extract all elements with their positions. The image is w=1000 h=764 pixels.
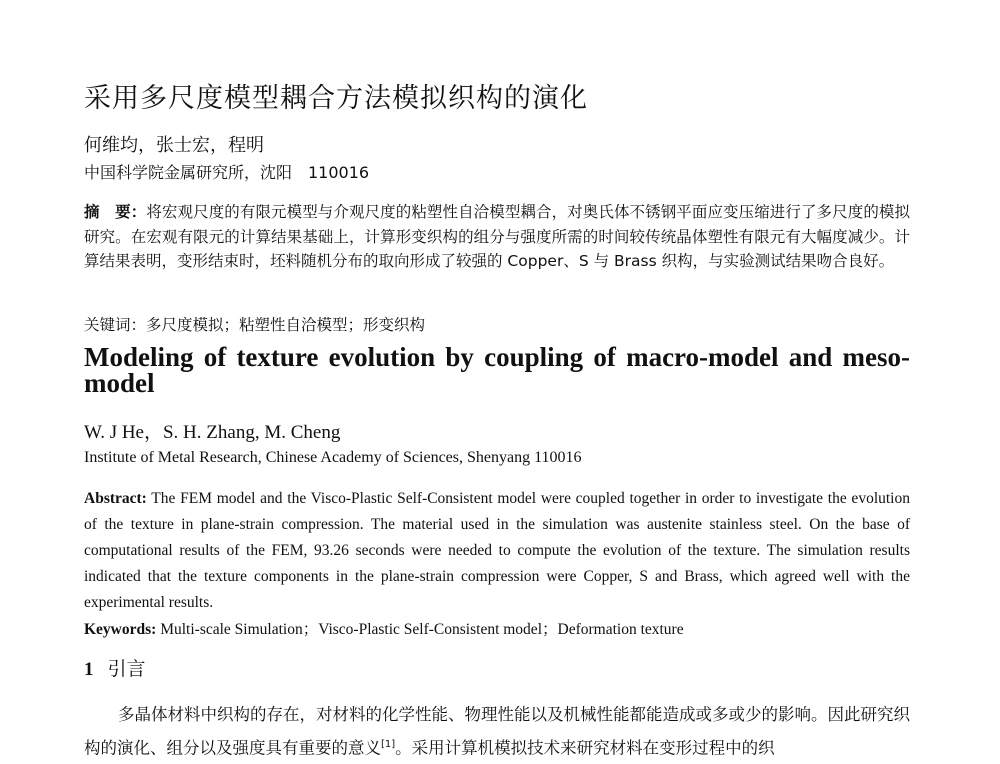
keywords-en xyxy=(84,617,684,639)
abstract-cn-label: 摘 要： xyxy=(84,203,147,221)
affiliation-en: Institute of Metal Research, Chinese Academy of Sciences, Shenyang 110016 xyxy=(84,449,582,466)
citation-ref: [1] xyxy=(381,739,396,750)
keywords-en-text: Multi-scale Simulation；Visco-Plastic Self-Consistent model；Deformation texture xyxy=(160,621,684,638)
title-en: Modeling of texture evolution by coupling of macro-model and meso-model xyxy=(84,342,910,398)
body-text-part2: 。采用计算机模拟技术来研究材料在变形过程中的织 xyxy=(395,738,775,758)
abstract-en-label: Abstract: xyxy=(84,490,147,507)
affiliation-cn: 中国科学院金属研究所，沈阳 110016 xyxy=(84,163,370,182)
body-paragraph xyxy=(84,700,910,764)
authors-cn: 何维均，张士宏，程明 xyxy=(84,135,264,156)
abstract-en xyxy=(84,486,910,616)
keywords-cn: 关键词：多尺度模拟；粘塑性自洽模型；形变织构 xyxy=(84,316,426,334)
section-number: 1 xyxy=(84,659,94,680)
abstract-en-text: The FEM model and the Visco-Plastic Self-Consistent model were coupled together in order to investigate the evolution of the texture in plane-strain compression. The material used in the simulation was austenite stainless steel. On the base of computational results of the FEM, 93.26 seconds were needed to compute the evolution of the texture. The simulation results indicated that the texture components in the plane-strain compression were Copper, S and Brass, which agreed well with the experimental results. xyxy=(84,490,910,611)
section-heading xyxy=(84,654,146,681)
authors-en: W. J He，S. H. Zhang, M. Cheng xyxy=(84,422,341,443)
title-cn: 采用多尺度模型耦合方法模拟织构的演化 xyxy=(84,83,588,114)
section-title: 引言 xyxy=(107,658,146,680)
keywords-en-label: Keywords: xyxy=(84,621,157,638)
abstract-cn-text: 将宏观尺度的有限元模型与介观尺度的粘塑性自洽模型耦合，对奥氏体不锈钢平面应变压缩进行了多尺度的模拟研究。在宏观有限元的计算结果基础上，计算形变织构的组分与强度所需的时间较传统晶体塑性有限元有大幅度减少。计算结果表明，变形结束时，坯料随机分布的取向形成了较强的 Copper、S 与 Brass 织构，与实验测试结果吻合良好。 xyxy=(84,203,910,270)
abstract-cn xyxy=(84,200,910,274)
body-text-part1: 多晶体材料中织构的存在，对材料的化学性能、物理性能以及机械性能都能造成或多或少的影响。因此研究织构的演化、组分以及强度具有重要的意义 xyxy=(84,705,910,758)
